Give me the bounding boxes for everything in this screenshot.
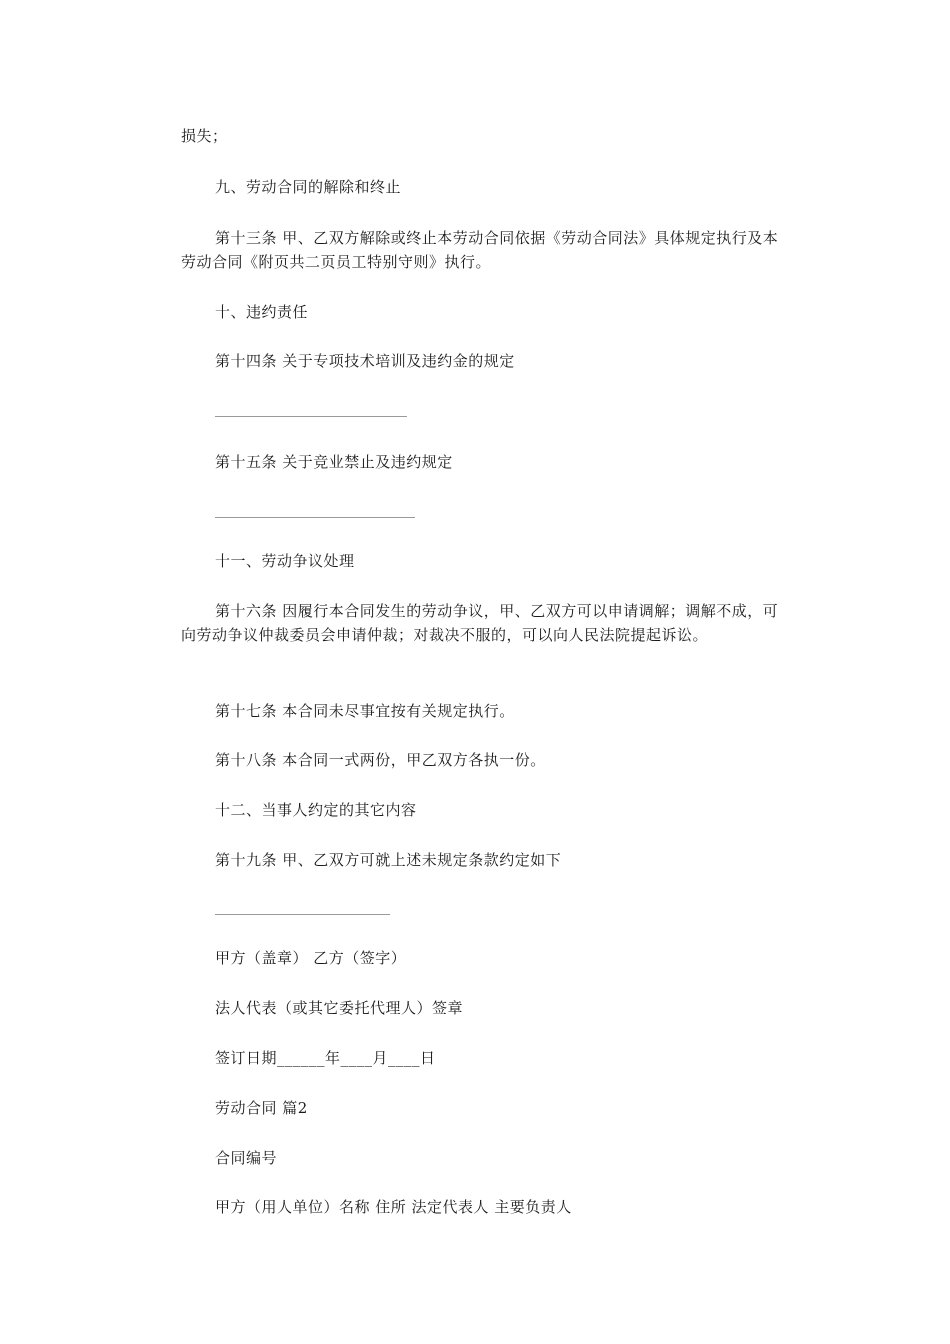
blank-fill-line-2: [215, 517, 415, 518]
section-heading-dispute: 十一、劳动争议处理: [215, 552, 355, 570]
section-heading-other: 十二、当事人约定的其它内容: [215, 801, 417, 819]
text-continuation-loss: 损失；: [181, 127, 228, 145]
legal-representative-seal: 法人代表（或其它委托代理人）签章: [215, 999, 464, 1017]
article-19: 第十九条 甲、乙双方可就上述未规定条款约定如下: [215, 851, 562, 869]
article-15: 第十五条 关于竞业禁止及违约规定: [215, 453, 453, 471]
article-14: 第十四条 关于专项技术培训及违约金的规定: [215, 352, 515, 370]
signature-parties: 甲方（盖章） 乙方（签字）: [215, 949, 407, 967]
contract-title-2: 劳动合同 篇2: [215, 1099, 308, 1117]
blank-fill-line-1: [215, 416, 407, 417]
signing-date: 签订日期______年____月____日: [215, 1049, 436, 1067]
article-13: 第十三条 甲、乙双方解除或终止本劳动合同依据《劳动合同法》具体规定执行及本劳动合同《附页共二页员工特别守则》执行。: [181, 229, 779, 271]
blank-fill-line-3: [215, 914, 390, 915]
section-heading-termination: 九、劳动合同的解除和终止: [215, 178, 402, 196]
contract-number: 合同编号: [215, 1149, 278, 1167]
article-17: 第十七条 本合同未尽事宜按有关规定执行。: [215, 702, 515, 720]
party-a-info: 甲方（用人单位）名称 住所 法定代表人 主要负责人: [215, 1198, 572, 1216]
section-heading-breach: 十、违约责任: [215, 303, 309, 321]
article-18: 第十八条 本合同一式两份，甲乙双方各执一份。: [215, 751, 546, 769]
article-16: 第十六条 因履行本合同发生的劳动争议，甲、乙双方可以申请调解；调解不成，可向劳动争议仲裁委员会申请仲裁；对裁决不服的，可以向人民法院提起诉讼。: [181, 602, 779, 644]
